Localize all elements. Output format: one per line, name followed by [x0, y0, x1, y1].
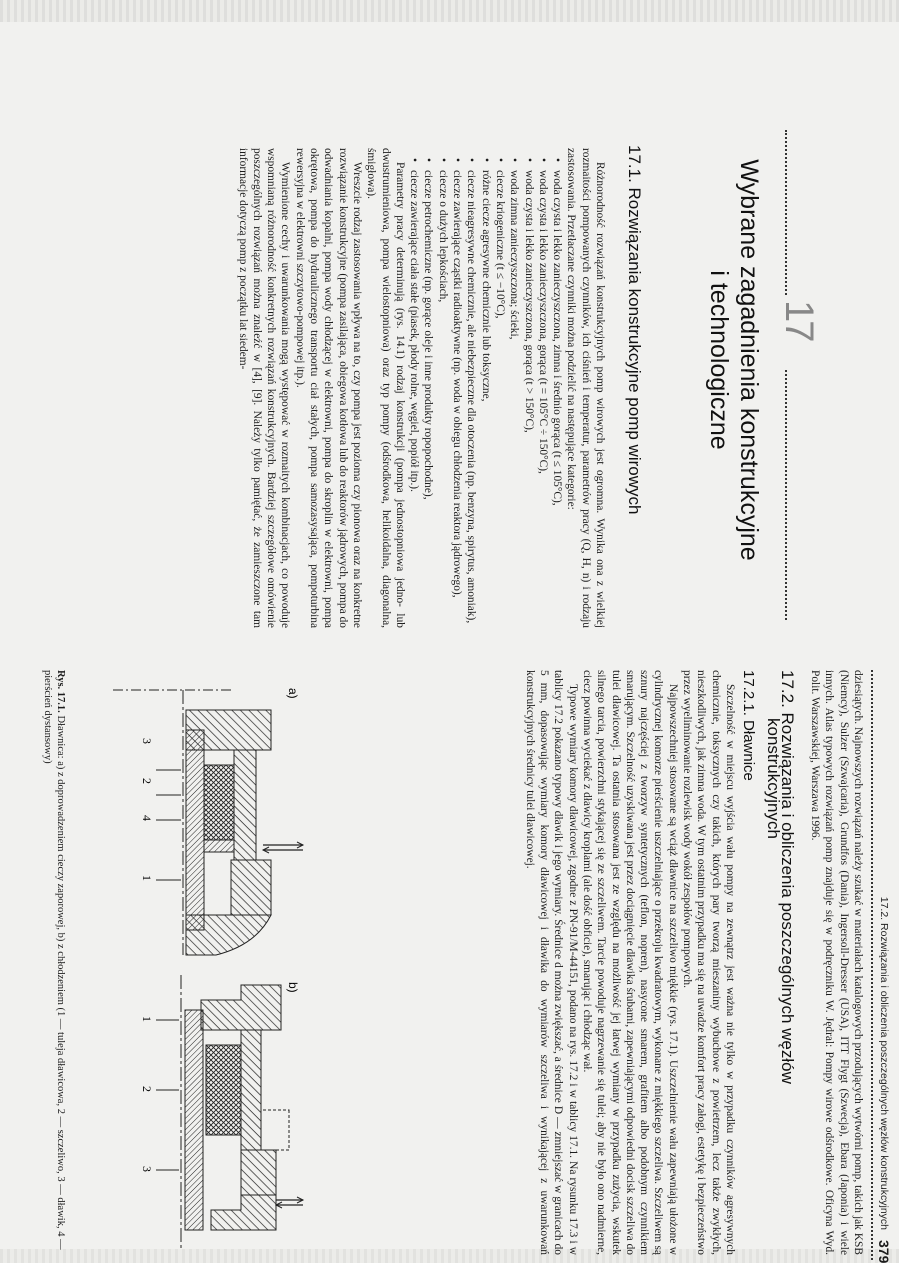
list-item: • różne ciecze agresywne chemicznie lub toksyczne,: [478, 158, 492, 628]
right-body: [522, 670, 865, 1255]
running-header: 17.2. Rozwiązania i obliczenia poszczególnych węzłów konstrukcyjnych: [878, 896, 890, 1230]
caption-label: Rys. 17.1.: [55, 670, 66, 713]
gland-drawing-b: [140, 975, 303, 1250]
section-title-line2: konstrukcyjnych: [763, 718, 783, 839]
list-item: • ciecze nieagresywne chemicznie, ale niebezpieczne dla otoczenia (np. benzyna, spirytus, amoniak),: [464, 158, 478, 628]
caption-text: Dławnica: a) z doprowadzeniem cieczy zaporowej, b) z chłodzeniem (1 — tuleja dławicowa, 2 — szczeliwo, 3 — dławik, 4 — pierścień dystansowy): [42, 670, 66, 1250]
chapter-title-line1: Wybrane zagadnienia konstrukcyjne: [735, 159, 763, 561]
list-item: • ciecze petrochemiczne (np. gorące oleje i inne produkty ropopochodne),: [421, 158, 435, 628]
subsection-title: 17.2.1. Dławnice: [740, 670, 758, 781]
paragraph: Wymienione cechy i uwarunkowania mogą występować w rozmaitych kombinacjach, co powoduje wspomnianą różnorodność konkretnych rozwiązań konstrukcyjnych. Bardziej szczegółowe omówienie poszczególnych rozwiązań można znaleźć w [4], [9]. Należy tylko pamiętać, że zamieszczone tam informacje dotyczą pomp z początku lat siedem-: [236, 148, 292, 628]
list-item: • woda czysta i lekko zanieczyszczona, zimna i średnio gorąca (t ≤ 105°C),: [550, 158, 564, 628]
fig-callout: 3: [140, 738, 154, 744]
chapter-rule-left: [785, 130, 787, 295]
header-rule: [871, 670, 873, 1260]
list-item: • woda czysta i lekko zanieczyszczona, gorąca (t = 105°C ÷ 150°C),: [536, 158, 550, 628]
list-item: • ciecze zawierające cząstki radioaktywne (np. woda w obiegu chłodzenia reaktora jądrowego),: [450, 158, 464, 628]
fig-callout: 1: [140, 1016, 154, 1022]
chapter-rule-right: [785, 370, 787, 620]
paragraph: Różnorodność rozwiązań konstrukcyjnych pomp wirowych jest ogromna. Wynika ona z wielkiej rozmaitości pompowanych czynników, ich ciśnień i temperatur, parametrów pracy (Q, H, n) i rodzaju zastosowania. Przetłaczane czynniki można podzielić na następujące kategorie:: [565, 148, 606, 628]
page-number: 379: [876, 1240, 892, 1263]
list-item: • woda zimna zanieczyszczona; ścieki,: [507, 158, 521, 628]
paragraph: Szczelność w miejscu wyjścia wału pompy na zewnątrz jest ważna nie tylko w przypadku czynników agresywnych chemicznie, toksycznych czy takich, których pary tworzą mieszaniny wybuchowe z powietrzem, lecz także zwykłych, nieszkodliwych, jak zimna woda. W tym ostatnim przypadku ma się na uwadze komfort pracy załogi, estetykę i bezpieczeństwo przez wyeliminowanie rozlewisk wody wokół zespołów pompowych.: [681, 670, 736, 1255]
fig-callout: 3: [140, 1166, 154, 1172]
list-item: • woda czysta i lekko zanieczyszczona, gorąca (t > 150°C),: [521, 158, 535, 628]
fig-a-label: a): [286, 688, 300, 699]
figure-17-1: [76, 670, 311, 1255]
chapter-title: [704, 150, 764, 570]
fig-b-label: b): [286, 982, 300, 993]
chapter-title-line2: i technologiczne: [705, 270, 733, 450]
gland-drawing-a: [111, 690, 303, 955]
section-title-17-1: 17.1. Rozwiązania konstrukcyjne pomp wirowych: [625, 145, 644, 515]
fig-callout: 1: [140, 875, 154, 881]
section-title-17-2: [763, 670, 797, 1255]
chapter-number: 17: [777, 300, 821, 341]
list-item: • ciecze o dużych lepkościach,: [435, 158, 449, 628]
category-list: [407, 148, 564, 628]
figure-caption: [41, 670, 67, 1255]
paragraph: Najpowszechniej stosowane są wciąż dławnice na szczeliwo miękkie (rys. 17.1). Uszczelnienie wału zapewniają ułożone w cylindrycznej komorze pierścienie uszczelniające o przekroju kwadratowym, wykonane z miękkiego szczeliwa. Szczeliwem są sznury najczęściej z tworzyw syntetycznych (teflon, nopren), nasycone smarem, grafitem albo podobnym czynnikiem smarującym. Szczelność uzyskiwana jest przez dociągnięcie dławika śrubami, zapewniającymi odpowiedni docisk szczeliwa do tulei dławicowej. Ta ostatnia stosowana jest ze względu na możliwość jej łatwej wymiany w przypadku zużycia, wskutek silnego tarcia, powierzchni stykającej się ze szczeliwem. Tarcie powoduje nagrzewanie się tulei; aby nie było ono nadmierne, ciecz powinna wyciekać z dławicy kroplami (ale dość obficie), smarując i chłodząc wał.: [580, 670, 679, 1255]
paragraph: dziesiątych. Najnowszych rozwiązań należy szukać w materiałach katalogowych przodujących wytwórni pomp, takich jak KSB (Niemcy), Sulzer (Szwajcaria), Grundfos (Dania), Ingersoll-Dresser (USA), ITT Flygt (Szwecja), Ebara (Japonia) i wiele innych. Atlas typowych rozwiązań pomp znajduje się w podręczniku W. Jędral: Pompy wirowe odśrodkowe. Oficyna Wyd. Polit. Warszawskiej, Warszawa 1996.: [809, 670, 864, 1255]
fig-callout: 2: [140, 778, 154, 784]
right-page: [0, 650, 899, 1263]
list-item: • ciecze zawierające ciała stałe (piasek, płody rolne, węgiel, popiół itp.).: [407, 158, 421, 628]
section-title-line1: 17.2. Rozwiązania i obliczenia poszczególnych węzłów: [777, 670, 797, 1084]
paragraph: Parametry pracy determinują (rys. 14.1) rodzaj konstrukcji (pompa jednostopniowa jedno- lub dwustrumieniowa, pompa wielostopniowa) oraz typ pompy (odśrodkowa, helikoidalna, diagonalna, śmigłowa).: [365, 148, 406, 628]
paragraph: Wreszcie rodzaj zastosowania wpływa na to, czy pompa jest pozioma czy pionowa oraz na konkretne rozwiązanie konstrukcyjne (pompa zasilająca, obiegowa kotłowa lub do reaktorów jądrowych, pompa do odwadniania kopalni, pompa wody chłodzącej w elektrowni, pompa do skroplin w elektrowni, pompa okrętowa, pompa do hydraulicznego transportu ciał stałych, pompa samozasysająca, pompoturbina rewersyjna w elektrowni szczytowo-pompowej itp.).: [293, 148, 363, 628]
left-body: [235, 148, 607, 628]
paragraph: Typowe wymiary komory dławicowej, zgodne z PN-91/M-44151, podano na rys. 17.2 i w tablicy 17.1. Na rysunku 17.3 i w tablicy 17.2 pokazano typowy dławik i jego wymiary. Średnice d można zwiększać, a średnice D — zmniejszać w granicach do 5 mm, dopasowując wymiary komory dławicowej i dławika do wymiarów szczeliwa i wynikającej z uwarunkowań konstrukcyjnych średnicy tulei dławicowej.: [523, 670, 579, 1255]
list-item: • ciecze kriogeniczne (t ≤ −10°C),: [493, 158, 507, 628]
fig-callout: 4: [140, 815, 154, 821]
fig-callout: 2: [140, 1086, 154, 1092]
